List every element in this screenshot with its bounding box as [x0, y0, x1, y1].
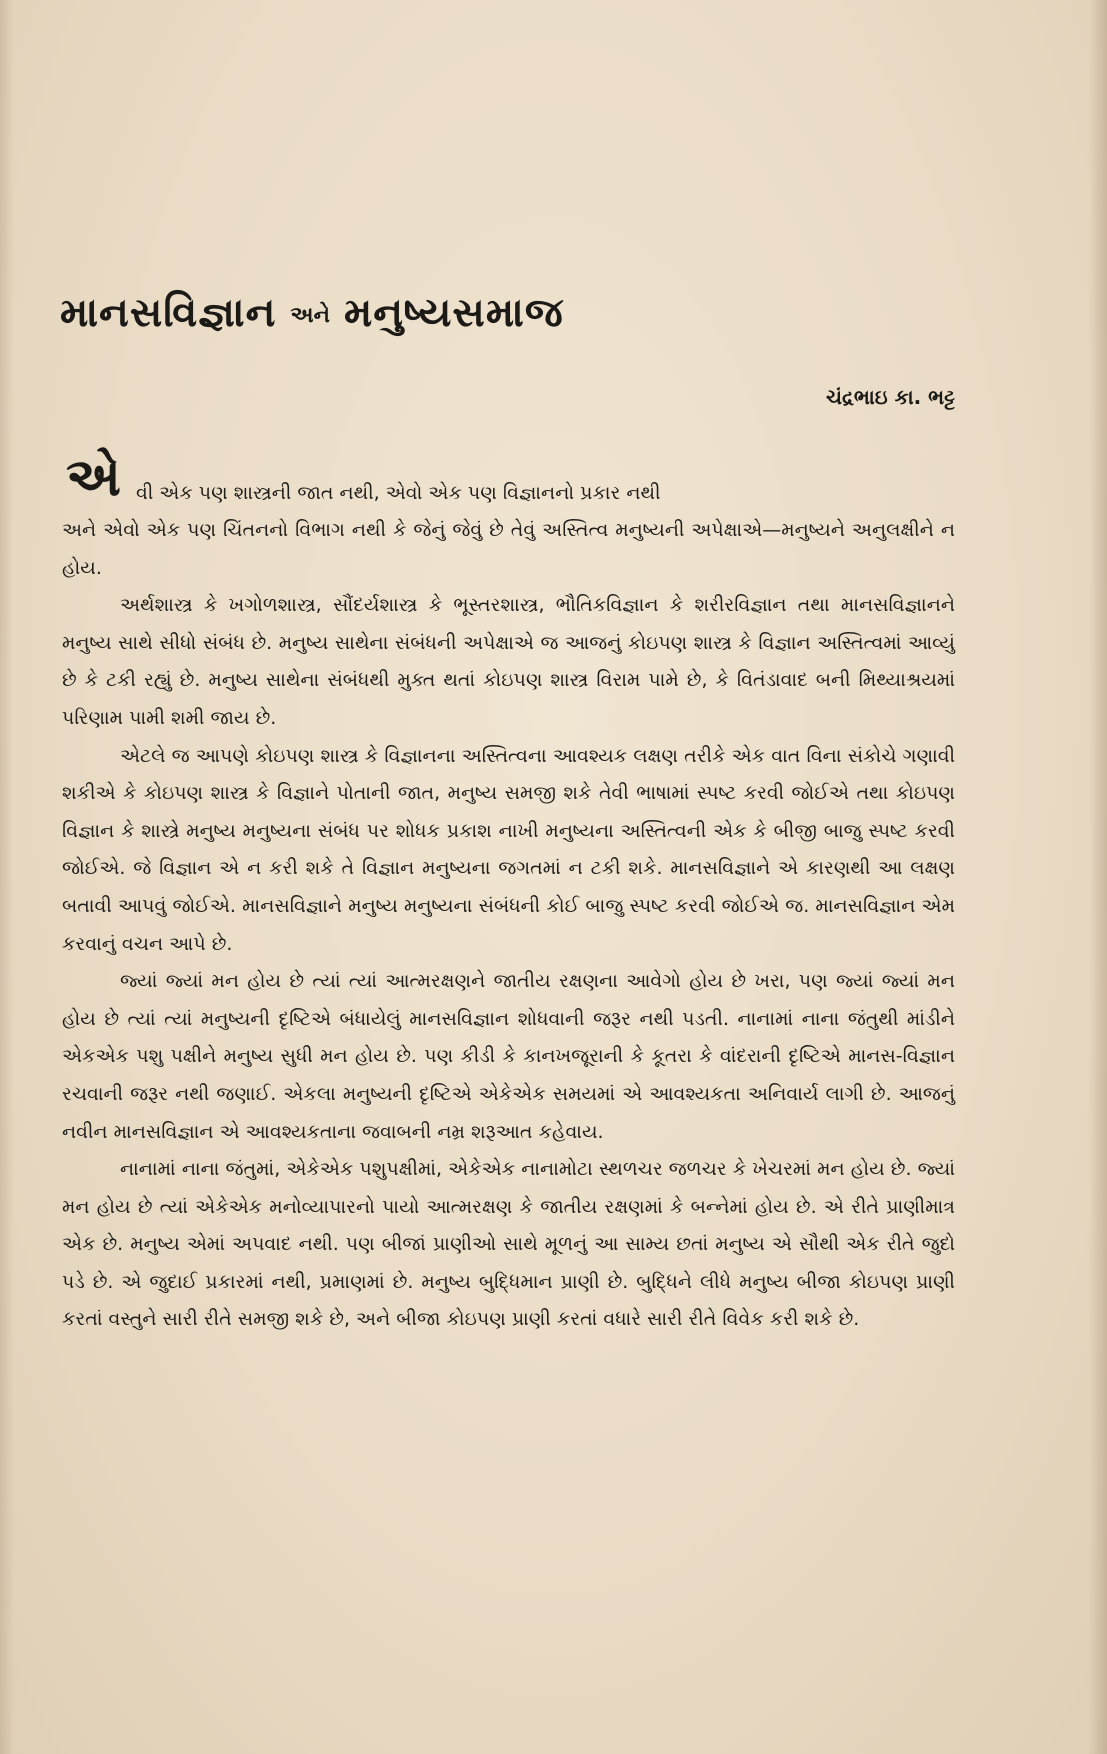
article-body: [62, 512, 955, 1339]
author-name: ચંદ્રભાઇ કા. ભટ્ટ: [826, 385, 955, 409]
paragraph: એટલે જ આપણે કોઇપણ શાસ્ત્ર કે વિજ્ઞાનના અસ્તિત્વના આવશ્યક લક્ષણ તરીકે એક વાત વિના સંકોચે ગણાવી શકીએ કે કોઇપણ શાસ્ત્ર કે વિજ્ઞાને પોતાની જાત, મનુષ્ય સમજી શકે તેવી ભાષામાં સ્પષ્ટ કરવી જોઈએ તથા કોઇપણ વિજ્ઞાન કે શાસ્ત્રે મનુષ્ય મનુષ્યના સંબંધ પર શોધક પ્રકાશ નાખી મનુષ્યના અસ્તિત્વની એક કે બીજી બાજુ સ્પષ્ટ કરવી જોઈએ. જે વિજ્ઞાન એ ન કરી શકે તે વિજ્ઞાન મનુષ્યના જગતમાં ન ટકી શકે. માનસવિજ્ઞાને એ કારણથી આ લક્ષણ બતાવી આપવું જોઈએ. માનસવિજ્ઞાને મનુષ્ય મનુષ્યના સંબંધની કોઈ બાજુ સ્પષ્ટ કરવી જોઈએ જ. માનસવિજ્ઞાન એમ કરવાનું વચન આપે છે.: [62, 744, 955, 955]
title-conjunction: અને: [290, 303, 331, 328]
paragraph: અર્થશાસ્ત્ર કે ખગોળશાસ્ત્ર, સૌંદર્યશાસ્ત્ર કે ભૂસ્તરશાસ્ત્ર, ભૌતિકવિજ્ઞાન કે શરીરવિજ્ઞાન તથા માનસવિજ્ઞાનને મનુષ્ય સાથે સીધો સંબંધ છે. મનુષ્ય સાથેના સંબંધની અપેક્ષાએ જ આજનું કોઇપણ શાસ્ત્ર કે વિજ્ઞાન અસ્તિત્વમાં આવ્યું છે કે ટકી રહ્યું છે. મનુષ્ય સાથેના સંબંધથી મુક્ત થતાં કોઇપણ શાસ્ત્ર વિરામ પામે છે, કે વિતંડાવાદ બની મિથ્યાશ્રયમાં પરિણામ પામી શમી જાય છે.: [62, 594, 955, 729]
paragraph: અને એવો એક પણ ચિંતનનો વિભાગ નથી કે જેનું જેવું છે તેવું અસ્તિત્વ મનુષ્યની અપેક્ષાએ—મનુષ્યને અનુલક્ષીને ન હોય.: [62, 519, 955, 579]
paragraph: નાનામાં નાના જંતુમાં, એકેએક પશુપક્ષીમાં, એકેએક નાનામોટા સ્થળચર જળચર કે ખેચરમાં મન હોય છે. જ્યાં મન હોય છે ત્યાં એકેએક મનોવ્યાપારનો પાયો આત્મરક્ષણ કે જાતીય રક્ષણમાં કે બન્નેમાં હોય છે. એ રીતે પ્રાણીમાત્ર એક છે. મનુષ્ય એમાં અપવાદ નથી. પણ બીજાં પ્રાણીઓ સાથે મૂળનું આ સામ્ય છતાં મનુષ્ય એ સૌથી એક રીતે જુદો પડે છે. એ જુદાઈ પ્રકારમાં નથી, પ્રમાણમાં છે. મનુષ્ય બુદ્ધિમાન પ્રાણી છે. બુદ્ધિને લીધે મનુષ્ય બીજા કોઇપણ પ્રાણી કરતાં વસ્તુને સારી રીતે સમજી શકે છે, અને બીજા કોઇપણ પ્રાણી કરતાં વધારે સારી રીતે વિવેક કરી શકે છે.: [62, 1158, 955, 1331]
title-part-2: મનુષ્યસમાજ: [344, 290, 564, 336]
drop-cap: એ: [66, 448, 121, 508]
title-part-1: માનસવિજ્ઞાન: [60, 290, 277, 336]
paragraph: જ્યાં જ્યાં મન હોય છે ત્યાં ત્યાં આત્મરક્ષણને જાતીય રક્ષણના આવેગો હોય છે ખરા, પણ જ્યાં જ્યાં મન હોય છે ત્યાં ત્યાં મનુષ્યની દૃષ્ટિએ બંધાયેલું માનસવિજ્ઞાન શોધવાની જરૂર નથી પડતી. નાનામાં નાના જંતુથી માંડીને એકએક પશુ પક્ષીને મનુષ્ય સુધી મન હોય છે. પણ કીડી કે કાનખજૂરાની કે કૂતરા કે વાંદરાની દૃષ્ટિએ માનસ-વિજ્ઞાન રચવાની જરૂર નથી જણાઈ. એકલા મનુષ્યની દૃષ્ટિએ એકેએક સમયમાં એ આવશ્યકતા અનિવાર્ય લાગી છે. આજનું નવીન માનસવિજ્ઞાન એ આવશ્યકતાના જવાબની નમ્ર શરૂઆત કહેવાય.: [62, 970, 955, 1143]
first-line: વી એક પણ શાસ્ત્રની જાત નથી, એવો એક પણ વિજ્ઞાનનો પ્રકાર નથી: [136, 482, 661, 504]
article-title: [60, 290, 960, 336]
